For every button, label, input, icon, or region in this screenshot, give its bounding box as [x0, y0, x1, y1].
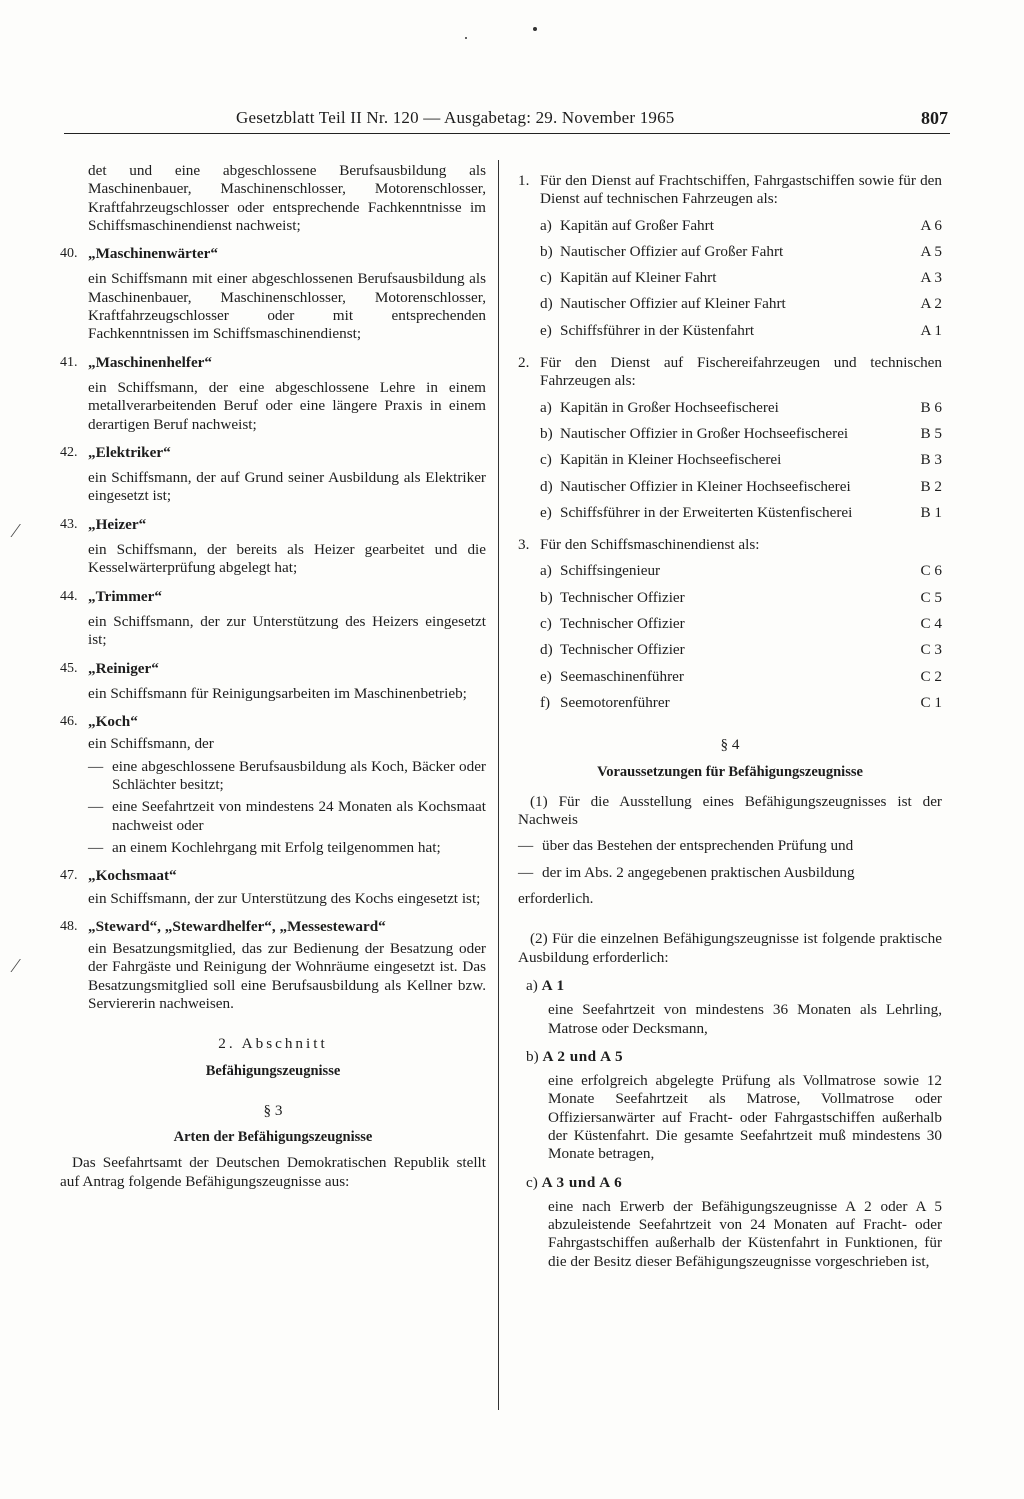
item-label: c)	[540, 451, 552, 469]
item-text: Technischer Offizier	[560, 615, 685, 633]
certificate-row	[540, 243, 942, 261]
item-label: b)	[540, 242, 553, 260]
certificate-group	[518, 536, 942, 712]
definition-entry	[60, 588, 486, 650]
certificate-row	[540, 451, 942, 469]
section-title: Befähigungszeugnisse	[205, 1062, 341, 1079]
definition-steward	[60, 918, 486, 1013]
list-item-text: der im Abs. 2 angegebenen praktischen Ausbildung	[542, 863, 855, 881]
item-text: Schiffsführer in der Küstenfahrt	[560, 321, 755, 339]
paragraph-symbol: § 4	[720, 736, 740, 754]
item-text: Schiffsführer in der Erweiterten Küstenfischerei	[560, 503, 853, 521]
requirement-header	[526, 1174, 942, 1192]
paragraph-title: Arten der Befähigungszeugnisse	[173, 1129, 373, 1146]
definition-term: „Koch“	[88, 713, 138, 731]
certificate-code: B 5	[920, 424, 942, 442]
definition-number: 43.	[60, 516, 78, 532]
definition-koch	[60, 713, 486, 857]
list-item-text: an einem Kochlehrgang mit Erfolg teilgenommen hat;	[112, 838, 441, 856]
certificate-code: C 6	[920, 562, 942, 580]
certificate-code: C 3	[920, 641, 942, 659]
requirement-entry	[518, 977, 942, 1038]
requirement-entry	[518, 1048, 942, 1164]
group-text: Für den Dienst auf Fischereifahrzeugen und technischen Fahrzeugen als:	[540, 354, 942, 390]
item-label: a)	[540, 562, 552, 580]
item-label: b)	[540, 588, 553, 606]
requirement-body: eine erfolgreich abgelegte Prüfung als Vollmatrose sowie 12 Monate Seefahrtzeit als Matrose, Vollmatrose oder Offiziersanwärter auf Fracht- oder Fahrgastschiffen außerhalb der Küstenfahrt. Die gesamte Seefahrtzeit muß mindestens 30 Monate betragen,	[548, 1072, 942, 1163]
definition-number: 47.	[60, 868, 78, 884]
page-header	[60, 108, 950, 132]
certificate-row	[540, 269, 942, 287]
paragraph-title: Voraussetzungen für Befähigungszeugnisse	[597, 763, 863, 780]
item-text: Nautischer Offizier auf Kleiner Fahrt	[560, 295, 786, 313]
dust-speck	[465, 37, 467, 39]
definition-term: „Heizer“	[88, 515, 147, 533]
definition-term: „Maschinenhelfer“	[88, 353, 213, 371]
definition-body: ein Schiffsmann, der bereits als Heizer gearbeitet und die Kesselwärterprüfung abgelegt hat;	[88, 541, 486, 577]
group-text: Für den Schiffsmaschinendienst als:	[540, 536, 760, 554]
certificate-code: A 6	[920, 216, 942, 234]
item-label: e)	[540, 321, 552, 339]
definition-header	[60, 354, 486, 372]
paragraph-text: Das Seefahrtsamt der Deutschen Demokratischen Republik stellt auf Antrag folgende Befähigungszeugnisse aus:	[60, 1154, 486, 1190]
requirement-label: c)	[526, 1173, 538, 1191]
certificate-row	[540, 641, 942, 659]
definition-term: „Maschinenwärter“	[88, 245, 218, 263]
requirement-body: eine nach Erwerb der Befähigungszeugnisse A 2 oder A 5 abzuleistende Seefahrtzeit von 24 Monaten auf Fracht- oder Fahrgastschiffen außerhalb der Küstenfahrt in Funktionen, für die der Besitz dieser Befähigungszeugnisse vorgeschrieben ist,	[548, 1197, 942, 1270]
list-item	[518, 837, 942, 855]
definition-number: 48.	[60, 918, 78, 934]
item-label: d)	[540, 641, 553, 659]
group-header	[518, 354, 942, 391]
definition-header	[60, 245, 486, 263]
definition-intro: ein Schiffsmann, der	[88, 735, 214, 753]
item-label: d)	[540, 295, 553, 313]
definition-header	[60, 444, 486, 462]
dash-bullet: —	[88, 798, 104, 816]
continuation-paragraph: det und eine abgeschlossene Berufsausbildung als Maschinenbauer, Maschinenschlosser, Motorenschlosser, Kraftfahrzeugschlosser oder entsprechende Fachkenntnisse im Schiffsmaschinendienst nachweist;	[88, 162, 486, 234]
certificate-code: B 1	[920, 503, 942, 521]
certificate-row	[540, 694, 942, 712]
right-column	[518, 162, 942, 1271]
definition-kochsmaat	[60, 867, 486, 908]
group-header	[518, 172, 942, 209]
abs1-intro: (1) Für die Ausstellung eines Befähigungszeugnisses ist der Nachweis	[518, 792, 942, 829]
definition-entry	[60, 660, 486, 704]
definition-body: ein Schiffsmann, der zur Unterstützung des Heizers eingesetzt ist;	[88, 612, 486, 649]
requirement-codes: A 3 und A 6	[541, 1173, 623, 1191]
definition-header	[60, 516, 486, 534]
certificate-row	[540, 668, 942, 686]
group-number: 3.	[518, 536, 530, 554]
item-label: f)	[540, 693, 551, 711]
definition-body: ein Schiffsmann, der zur Unterstützung des Kochs eingesetzt ist;	[88, 889, 481, 907]
dash-bullet: —	[518, 863, 534, 881]
requirement-codes: A 2 und A 5	[542, 1047, 624, 1065]
list-item	[518, 864, 942, 882]
list-item	[88, 798, 486, 835]
item-label: c)	[540, 269, 552, 287]
list-item	[88, 839, 486, 857]
requirement-label: b)	[526, 1047, 539, 1065]
abs2-intro: (2) Für die einzelnen Befähigungszeugnisse ist folgende praktische Ausbildung erforderlich:	[518, 930, 942, 966]
certificate-row	[540, 425, 942, 443]
certificate-code: C 4	[920, 615, 942, 633]
definition-entry	[60, 245, 486, 343]
definition-number: 40.	[60, 246, 78, 262]
certificate-code: B 2	[920, 477, 942, 495]
abs1-end: erforderlich.	[518, 890, 594, 908]
item-label: b)	[540, 424, 553, 442]
item-text: Nautischer Offizier in Großer Hochseefischerei	[560, 424, 849, 442]
left-column	[60, 162, 486, 1191]
certificate-group	[518, 354, 942, 522]
item-text: Seemaschinenführer	[560, 667, 684, 685]
dash-bullet: —	[518, 837, 534, 855]
item-text: Kapitän auf Kleiner Fahrt	[560, 269, 717, 287]
certificate-row	[540, 322, 942, 340]
certificate-code: A 1	[920, 321, 942, 339]
item-text: Kapitän in Kleiner Hochseefischerei	[560, 451, 782, 469]
paragraph-symbol: § 3	[263, 1101, 283, 1119]
margin-tick-mark: ⁄	[14, 955, 18, 977]
header-rule	[64, 133, 950, 134]
group-number: 1.	[518, 172, 530, 189]
certificate-code: C 5	[920, 588, 942, 606]
dust-speck	[533, 27, 537, 31]
item-label: d)	[540, 477, 553, 495]
item-text: Technischer Offizier	[560, 588, 685, 606]
definition-entry	[60, 354, 486, 434]
definition-term: „Reiniger“	[88, 659, 159, 677]
certificate-code: A 5	[920, 242, 942, 260]
item-text: Kapitän in Großer Hochseefischerei	[560, 398, 779, 416]
definition-number: 42.	[60, 444, 78, 460]
definition-term: „Kochsmaat“	[88, 867, 177, 885]
item-text: Nautischer Offizier in Kleiner Hochseefischerei	[560, 477, 851, 495]
definition-body: ein Schiffsmann, der eine abgeschlossene Lehre in einem metallverarbeitenden Beruf oder eine längere Praxis in einem derartigen Beruf nachweist;	[88, 378, 486, 433]
definition-body: ein Schiffsmann für Reinigungsarbeiten im Maschinenbetrieb;	[88, 684, 467, 702]
item-text: Schiffsingenieur	[560, 562, 661, 580]
requirement-header	[526, 977, 942, 995]
definition-term: „Trimmer“	[88, 587, 162, 605]
certificate-row	[540, 615, 942, 633]
certificate-code: A 3	[920, 269, 942, 287]
margin-tick-mark: ⁄	[14, 520, 18, 542]
definition-term: „Steward“, „Stewardhelfer“, „Messesteward“	[88, 917, 386, 935]
definition-number: 41.	[60, 354, 78, 370]
item-text: Technischer Offizier	[560, 641, 685, 659]
certificate-row	[540, 217, 942, 235]
dash-bullet: —	[88, 838, 104, 856]
definition-body: ein Besatzungsmitglied, das zur Bedienung der Besatzung oder der Fahrgäste und Reinigung der Wohnräume eingesetzt ist. Das Besatzungsmitglied soll eine Berufsausbildung als Kellner bzw. Serviererin nachweisen.	[88, 940, 486, 1012]
item-label: c)	[540, 615, 552, 633]
requirement-codes: A 1	[541, 976, 565, 994]
certificate-row	[540, 504, 942, 522]
certificate-row	[540, 295, 942, 313]
column-divider	[498, 160, 499, 1410]
requirement-label: a)	[526, 976, 538, 994]
definition-entry	[60, 444, 486, 506]
item-text: Kapitän auf Großer Fahrt	[560, 216, 714, 234]
list-item-text: eine abgeschlossene Berufsausbildung als Koch, Bäcker oder Schlächter besitzt;	[112, 757, 486, 794]
item-label: e)	[540, 667, 552, 685]
section-label: 2. Abschnitt	[218, 1035, 328, 1053]
list-item-text: eine Seefahrtzeit von mindestens 24 Monaten als Kochsmaat nachweist oder	[112, 798, 486, 834]
definition-number: 46.	[60, 714, 78, 730]
certificate-row	[540, 399, 942, 417]
certificate-code: C 2	[920, 667, 942, 685]
requirement-entry	[518, 1174, 942, 1271]
list-item-text: über das Bestehen der entsprechenden Prüfung und	[542, 837, 854, 855]
certificate-group	[518, 172, 942, 340]
certificate-code: B 3	[920, 451, 942, 469]
item-text: Seemotorenführer	[560, 693, 670, 711]
header-title: Gesetzblatt Teil II Nr. 120 — Ausgabetag: 29. November 1965	[236, 108, 675, 127]
certificate-code: B 6	[920, 398, 942, 416]
item-label: a)	[540, 216, 552, 234]
definition-number: 44.	[60, 588, 78, 604]
item-text: Nautischer Offizier auf Großer Fahrt	[560, 242, 784, 260]
definition-number: 45.	[60, 660, 78, 676]
dash-bullet: —	[88, 757, 104, 775]
definition-body: ein Schiffsmann mit einer abgeschlossenen Berufsausbildung als Maschinenbauer, Maschinenschlosser, Motorenschlosser, Kraftfahrzeugschlosser oder mit entsprechenden Fachkenntnissen im Schiffsmaschinendienst;	[88, 270, 486, 343]
item-label: e)	[540, 503, 552, 521]
definition-header	[60, 588, 486, 606]
requirement-body: eine Seefahrtzeit von mindestens 36 Monaten als Lehrling, Matrose oder Decksmann,	[548, 1001, 942, 1037]
group-number: 2.	[518, 354, 530, 372]
definition-term: „Elektriker“	[88, 443, 171, 461]
certificate-row	[540, 478, 942, 496]
certificate-code: A 2	[920, 295, 942, 313]
certificate-row	[540, 589, 942, 607]
requirement-header	[526, 1048, 942, 1066]
item-label: a)	[540, 398, 552, 416]
group-text: Für den Dienst auf Frachtschiffen, Fahrgastschiffen sowie für den Dienst auf technischen Fahrzeugen als:	[540, 172, 942, 208]
definition-header	[60, 660, 486, 678]
certificate-row	[540, 562, 942, 580]
definition-entry	[60, 516, 486, 578]
list-item	[88, 758, 486, 795]
definition-body: ein Schiffsmann, der auf Grund seiner Ausbildung als Elektriker eingesetzt ist;	[88, 469, 486, 505]
group-header	[518, 536, 942, 554]
certificate-code: C 1	[920, 693, 942, 711]
page-number: 807	[921, 108, 948, 128]
